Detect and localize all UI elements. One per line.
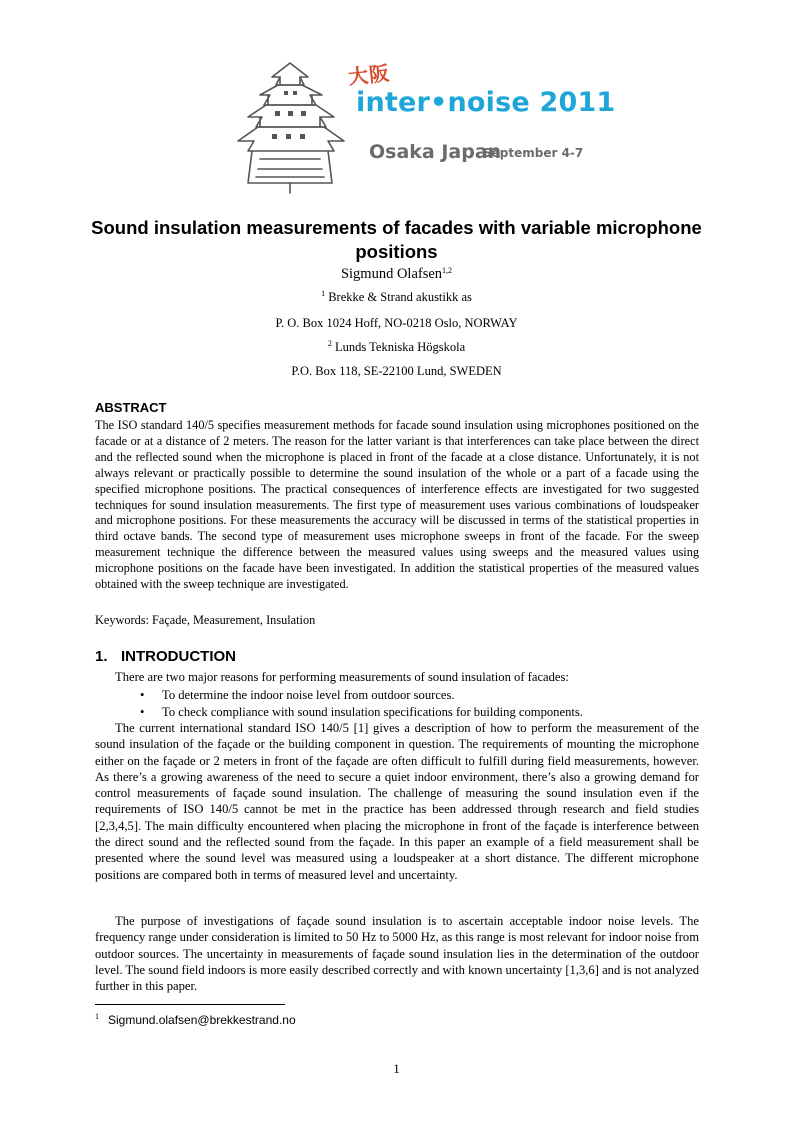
footnote-divider: [95, 1004, 285, 1005]
author-line: [90, 266, 703, 283]
osaka-castle-icon: [220, 55, 360, 195]
affiliation-2: [90, 340, 703, 355]
affiliation-1: [90, 290, 703, 305]
conference-logo: [220, 55, 616, 195]
logo-dates: September 4-7: [483, 146, 584, 160]
abstract-text: The ISO standard 140/5 specifies measurement methods for facade sound insulation using microphones positioned on the facade or at a distance of 2 meters. The reason for the latter variant is that interferences can take place between the direct and the reflected sound when the microphone is placed in front of the facade at a close distance. Unfortunately, it is not always relevant or practically possible to determine the sound insulation of the whole or a part of a facade using the specified microphone positions. The practical consequences of interference effects are investigated for two suggested techniques for sound insulation measurements. The first type of measurement uses various combinations of loudspeaker and microphone positions. For these measurements the accuracy will be discussed in terms of the statistical properties in third octave bands. The second type of measurement uses microphone sweeps in front of the facade. For the sweep measurement technique the difference between the measured values using sweeps and the measured values using microphone positions on the facade have been investigated. In addition the statistical properties of the measured values obtained with the sweep technique are investigated.: [95, 418, 699, 592]
keywords-line: Keywords: Façade, Measurement, Insulation: [95, 613, 316, 627]
affiliation-1-mark: 1: [321, 289, 326, 298]
affiliation-1-address: P. O. Box 1024 Hoff, NO-0218 Oslo, NORWAY: [275, 316, 518, 330]
abstract-heading: ABSTRACT: [95, 400, 167, 415]
footnote: [95, 1012, 296, 1028]
section-title: INTRODUCTION: [121, 648, 236, 665]
list-item: [140, 704, 583, 721]
logo-kanji: 大阪: [347, 60, 392, 90]
introduction-paragraph-1: The current international standard ISO 140/5 [1] gives a description of how to perform the measurement of the sound insulation of the façade or the building component in question. The requirements of mounting the microphone either on the façade or 2 meters in front of the façade are often difficult to fulfill during field measurements, however. As there’s a growing awareness of the need to secure a quiet indoor environment, there’s also a growing demand for control measurements of façade sound insulation. The challenge of measuring the sound insulation even if the requirements of ISO 140/5 cannot be met in the practice has been addressed through research and field studies [2,3,4,5]. The main difficulty encountered when placing the microphone in front of the façade is interference between the direct sound and the reflected sound from the façade. In this paper an example of a field measurement shall be presented where the sound level was measured using a loudspeaker at a short distance. The different microphone positions are compared both in terms of measured level and uncertainty.: [95, 721, 699, 882]
introduction-heading: [95, 648, 236, 665]
footnote-email: Sigmund.olafsen@brekkestrand.no: [108, 1013, 296, 1027]
list-item: [140, 687, 583, 704]
section-number: 1.: [95, 648, 108, 665]
paper-title: Sound insulation measurements of facades with variable microphone positions: [91, 217, 702, 262]
author-name: Sigmund Olafsen: [340, 266, 443, 282]
affiliation-2-address: P.O. Box 118, SE-22100 Lund, SWEDEN: [291, 364, 502, 378]
introduction-lead: There are two major reasons for performing measurements of sound insulation of facades:: [115, 670, 569, 684]
logo-brand: inter•noise 2011: [356, 87, 616, 118]
affiliation-2-name: Lunds Tekniska Högskola: [334, 340, 466, 354]
logo-city: Osaka Japan: [369, 141, 502, 163]
author-superscript: 1,2: [442, 266, 453, 275]
list-item-text: To determine the indoor noise level from outdoor sources.: [162, 688, 455, 702]
introduction-paragraph-2: The purpose of investigations of façade sound insulation is to ascertain acceptable indoor noise levels. The frequency range under consideration is limited to 50 Hz to 5000 Hz, as this range is most relevant for indoor noise from outdoor sources. The uncertainty in measurements of façade sound insulation lies in the determination of the outdoor level. The sound field indoors is more easily described correctly and with known uncertainty [1,3,6] and is not analyzed further in this paper.: [95, 914, 699, 994]
list-item-text: To check compliance with sound insulation specifications for building components.: [162, 704, 583, 719]
bullet-icon: •: [140, 688, 145, 702]
reasons-list: [140, 687, 583, 720]
affiliation-2-mark: 2: [327, 339, 332, 348]
bullet-icon: •: [140, 704, 145, 719]
footnote-mark: 1: [95, 1012, 99, 1021]
affiliation-1-name: Brekke & Strand akustikk as: [328, 290, 472, 304]
page-number: 1: [393, 1061, 400, 1076]
